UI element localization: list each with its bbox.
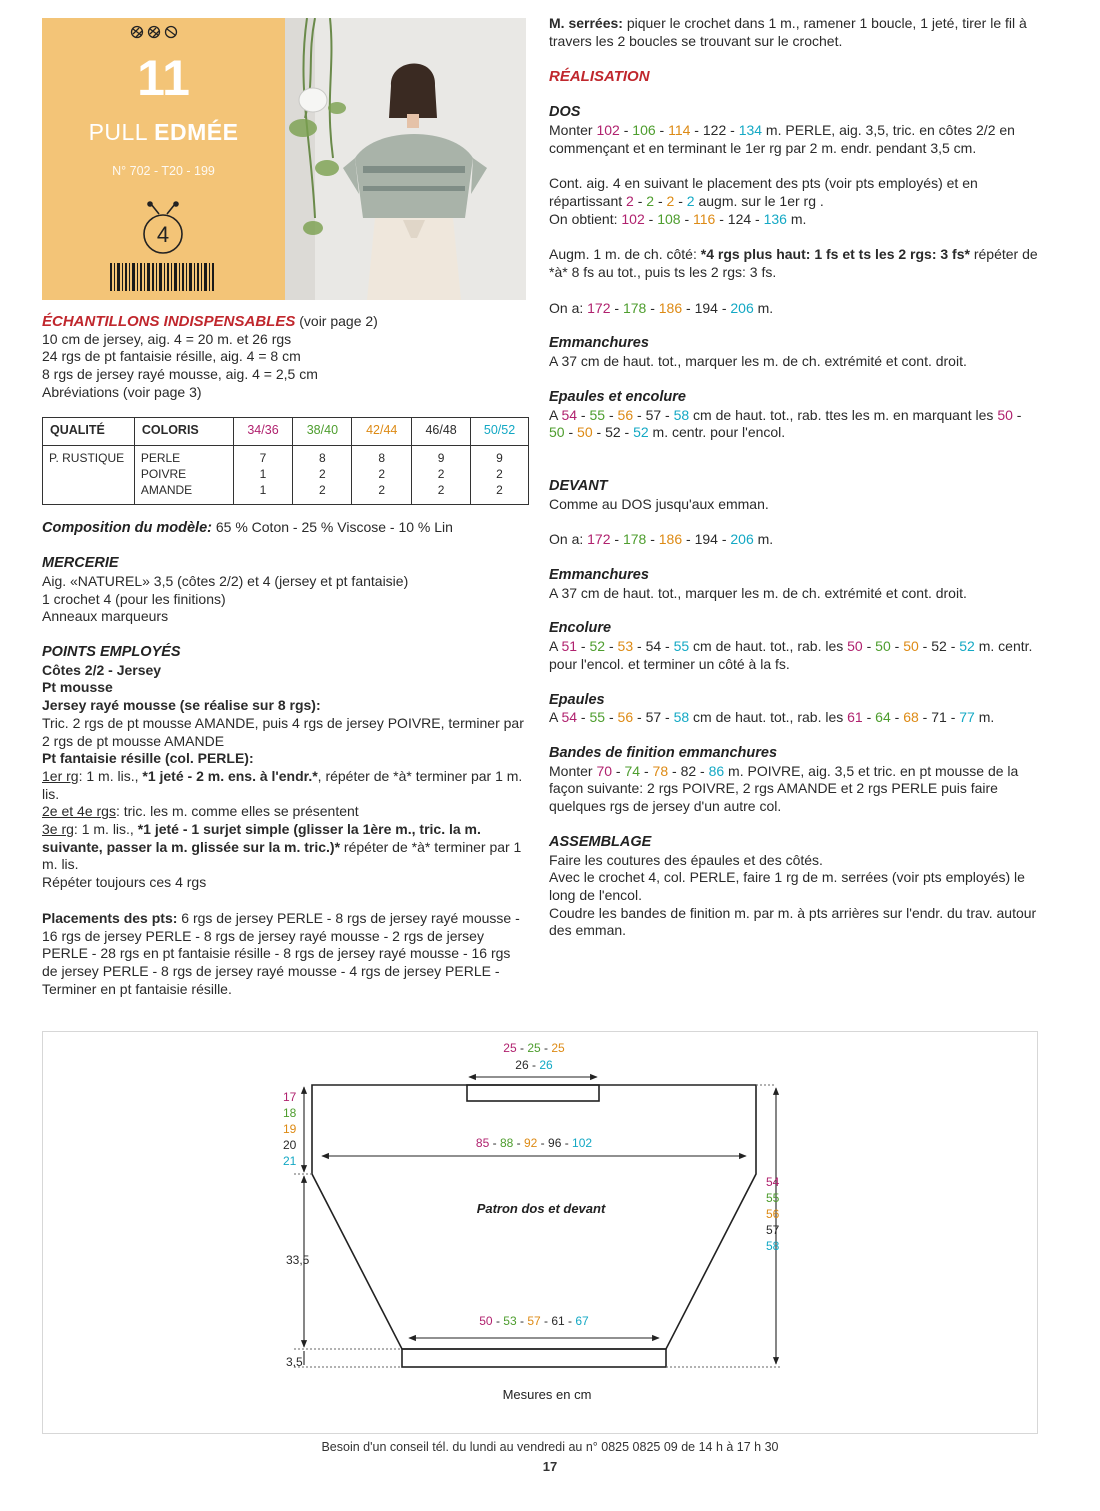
devant-total: On a: 172 - 178 - 186 - 194 - 206 m. — [549, 531, 774, 548]
size-value: 122 — [702, 121, 727, 138]
size-value: 77 — [959, 709, 975, 726]
row-text: répéter de *à* terminer par 1 m. lis. — [42, 838, 522, 873]
left-height-labels — [283, 1090, 297, 1168]
size-value: 206 — [730, 531, 754, 548]
size-value: 2 — [686, 192, 695, 209]
mercerie-line: Anneaux marqueurs — [42, 608, 169, 625]
size-value: 56 — [617, 406, 634, 423]
table-value: 2 — [496, 466, 503, 481]
svg-text:55: 55 — [766, 1191, 780, 1205]
placements-label: Placements des pts: — [42, 909, 178, 926]
size-value: 2 — [626, 192, 634, 209]
pattern-title-prefix: PULL — [88, 119, 155, 145]
pattern-label: Patron dos et devant — [476, 1201, 606, 1216]
row-text: : 1 m. lis., — [73, 821, 138, 838]
samples-heading-note: (voir page 2) — [295, 313, 378, 329]
size-value: 102 — [596, 121, 620, 138]
stitch-raye-text: Tric. 2 rgs de pt mousse AMANDE, puis 4 rgs de jersey POIVRE, terminer par 2 rgs de pt mousse AMANDE — [42, 714, 524, 749]
size-value: 64 — [875, 709, 891, 726]
samples-line: 10 cm de jersey, aig. 4 = 20 m. et 26 rgs — [42, 330, 292, 347]
dos-cast-on: Monter 102 - 106 - 114 - 122 - 134 m. PERLE, aig. 3,5, tric. en côtes 2/2 en commençant et en terminant le 1er rg par 2 m. endr. pendant 3,5 cm. — [549, 121, 1015, 156]
text: m. — [786, 210, 807, 227]
size-value: 58 — [673, 709, 690, 726]
table-cell-quality: P. RUSTIQUE — [43, 445, 135, 504]
assembly-line: Faire les coutures des épaules et des côtés. — [549, 851, 823, 868]
text: Monter — [549, 762, 597, 779]
size-value: 106 — [632, 121, 656, 138]
size-value: 50 — [847, 638, 863, 655]
svg-text:58: 58 — [766, 1239, 780, 1253]
size-value: 52 — [605, 424, 621, 441]
size-value: 134 — [738, 121, 763, 138]
crochet-label: M. serrées: — [549, 15, 623, 31]
size-value: 52 — [589, 638, 606, 655]
size-value: 55 — [589, 406, 606, 423]
dos-shoulders-text: A 54 - 55 - 56 - 57 - 58 cm de haut. tot., rab. ttes les m. en marquant les 50 - 50 - 50 - 52 - 52 m. centr. pour l'encol. — [549, 406, 1022, 441]
size-value: 61 — [847, 709, 863, 726]
size-value: 50 — [875, 638, 891, 655]
devant-heading: DEVANT — [549, 477, 608, 494]
size-value: 51 — [561, 638, 578, 655]
size-value: 172 — [587, 531, 611, 548]
text: Cont. aig. 4 en suivant le placement des pts (voir pts employés) et en répartissant — [549, 175, 978, 209]
text: augm. sur le 1er rg . — [694, 192, 824, 209]
table-header-colors: COLORIS — [134, 417, 233, 445]
table-header-size: 50/52 — [471, 417, 529, 445]
size-value: 71 — [931, 709, 947, 726]
text: cm de haut. tot., rab. les — [689, 638, 848, 655]
size-value: 136 — [763, 210, 787, 227]
size-value: 82 — [680, 762, 697, 779]
dos-total: On a: 172 - 178 - 186 - 194 - 206 m. — [549, 299, 774, 316]
size-value: 194 — [694, 531, 718, 548]
text: répéter de *à* 8 fs au tot., puis ts les 2 rgs: 3 fs. — [549, 246, 1038, 281]
bands-text: Monter 70 - 74 - 78 - 82 - 86 m. POIVRE, aig. 3,5 et tric. en pt mousse de la façon suivante: 2 rgs POIVRE, 2 rgs AMANDE et 2 rgs PERLE puis faire quelques rgs de jersey d'un autre col. — [549, 762, 1019, 815]
color-name: PERLE — [140, 450, 181, 465]
top-width-label: 85 - 88 - 92 - 96 - 102 — [475, 1136, 593, 1150]
samples-line: 24 rgs de pt fantaisie résille, aig. 4 = 8 cm — [42, 348, 301, 365]
size-value: 2 — [646, 192, 655, 209]
pattern-number: 11 — [137, 50, 190, 106]
bands-heading: Bandes de finition emmanchures — [549, 744, 778, 761]
neck-width-label: 25 - 25 - 25 — [503, 1041, 565, 1055]
row-text-bold: *1 jeté - 2 m. ens. à l'endr.* — [142, 767, 318, 784]
samples-line: Abréviations (voir page 3) — [42, 383, 202, 400]
text: m. — [753, 531, 774, 548]
devant-neck-text: A 51 - 52 - 53 - 54 - 55 cm de haut. tot., rab. les 50 - 50 - 50 - 52 - 52 m. centr. pour l'encol. et terminer un côté à la fs. — [549, 638, 1033, 672]
row-label: 1er rg — [42, 767, 79, 784]
text: On obtient: — [549, 210, 622, 227]
table-value: 2 — [437, 482, 445, 497]
realisation-heading: RÉALISATION — [549, 68, 650, 86]
size-value: 78 — [652, 762, 669, 779]
devant-intro: Comme au DOS jusqu'aux emman. — [549, 495, 769, 512]
neck-width-label-2: 26 - 26 — [515, 1058, 553, 1072]
assembly-heading: ASSEMBLAGE — [549, 833, 652, 850]
devant-shoulders-heading: Epaules — [549, 691, 605, 708]
size-value: 56 — [617, 709, 634, 726]
size-value: 172 — [587, 299, 611, 316]
row-label: 2e et 4e rgs — [42, 803, 116, 820]
stitch-resille-title: Pt fantaisie résille (col. PERLE): — [42, 750, 254, 767]
text: cm de haut. tot., rab. les — [689, 709, 848, 726]
repeat-line: Répéter toujours ces 4 rgs — [42, 874, 207, 891]
mercerie-heading: MERCERIE — [42, 555, 119, 572]
svg-text:19: 19 — [283, 1122, 297, 1136]
table-value: 2 — [378, 466, 386, 481]
row-label: 3e rg — [42, 821, 74, 838]
size-value: 57 — [645, 709, 662, 726]
stitch-mousse: Pt mousse — [42, 679, 113, 696]
size-value: 52 — [931, 638, 947, 655]
table-value: 2 — [319, 482, 326, 497]
svg-text:21: 21 — [283, 1154, 297, 1168]
size-value: 68 — [903, 709, 919, 726]
text: On a: — [549, 299, 588, 316]
row-text-bold: *1 jeté - 1 surjet simple (glisser la 1ère m., tric. la m. suivante, passer la m. glissée sur la m. tric.)* — [42, 821, 481, 855]
table-header-size: 38/40 — [293, 417, 352, 445]
size-value: 70 — [596, 762, 613, 779]
points-heading: POINTS EMPLOYÉS — [42, 644, 181, 661]
size-value: 54 — [561, 709, 578, 726]
text-bold: *4 rgs plus haut: 1 fs et ts les 2 rgs: 3 fs* — [700, 246, 970, 263]
size-value: 86 — [708, 762, 725, 779]
size-value: 50 — [997, 406, 1013, 423]
size-value: 53 — [617, 638, 634, 655]
table-value: 7 — [259, 450, 267, 465]
size-value: 52 — [959, 638, 975, 655]
table-value: 2 — [496, 482, 503, 497]
table-value: 2 — [319, 466, 326, 481]
size-value: 186 — [658, 299, 683, 316]
row-text: , répéter de *à* terminer par 1 m. lis. — [42, 767, 523, 802]
units-label: Mesures en cm — [502, 1387, 592, 1402]
text: m. centr. pour l'encol. et terminer un côté à la fs. — [549, 638, 1033, 672]
svg-text:20: 20 — [283, 1138, 297, 1152]
pattern-title-bold: EDMÉE — [154, 119, 239, 145]
color-name: POIVRE — [140, 466, 187, 481]
devant-neck-heading: Encolure — [549, 620, 612, 637]
composition-label: Composition du modèle: — [42, 519, 212, 536]
mercerie-line: 1 crochet 4 (pour les finitions) — [42, 590, 226, 607]
table-value: 2 — [378, 482, 386, 497]
size-value: 186 — [658, 531, 683, 548]
mercerie-line: Aig. «NATUREL» 3,5 (côtes 2/2) et 4 (jersey et pt fantaisie) — [42, 572, 409, 589]
composition-value: 65 % Coton - 25 % Viscose - 10 % Lin — [211, 518, 453, 535]
text: On a: — [549, 531, 588, 548]
size-value: 194 — [694, 299, 718, 316]
stitch-cotes: Côtes 2/2 - Jersey — [42, 661, 162, 678]
size-value: 50 — [577, 424, 593, 441]
help-line: Besoin d'un conseil tél. du lundi au vendredi au n° 0825 0825 09 de 14 h à 17 h 30 — [321, 1440, 779, 1454]
assembly-line: Coudre les bandes de finition m. par m. à pts arrières sur l'endr. du trav. autour des emman. — [549, 904, 1037, 939]
size-value: 2 — [666, 192, 675, 209]
side-height-label: 33,5 — [286, 1253, 310, 1267]
samples-heading: ÉCHANTILLONS INDISPENSABLES — [42, 313, 296, 330]
pattern-reference: N° 702 - T20 - 199 — [112, 164, 215, 178]
size-value: 55 — [589, 709, 606, 726]
table-value: 9 — [437, 450, 445, 465]
placements-text: 6 rgs de jersey PERLE - 8 rgs de jersey rayé mousse - 16 rgs de jersey PERLE - 8 rgs de jersey rayé mousse - 2 rgs de jersey PERLE - 28 rgs en pt fantaisie résille - 8 rgs de jersey rayé mousse - 16 rgs de jersey PERLE - 8 rgs de jersey rayé mousse - 4 rgs de jersey PERLE - Terminer en pt fantaisie résille. — [42, 909, 520, 997]
size-value: 178 — [622, 531, 647, 548]
size-value: 52 — [633, 424, 649, 441]
table-header-size: 42/44 — [352, 417, 412, 445]
dos-heading: DOS — [549, 104, 581, 121]
size-value: 178 — [622, 299, 647, 316]
svg-text:56: 56 — [766, 1207, 780, 1221]
table-header-size: 34/36 — [233, 417, 293, 445]
size-value: 116 — [693, 210, 716, 227]
size-value: 74 — [624, 762, 641, 779]
table-value: 2 — [437, 466, 445, 481]
dos-emman-text: A 37 cm de haut. tot., marquer les m. de ch. extrémité et cont. droit. — [549, 353, 967, 370]
table-header-size: 46/48 — [412, 417, 471, 445]
crochet-text: piquer le crochet dans 1 m., ramener 1 boucle, 1 jeté, tirer le fil à travers les 2 boucles se trouvant sur le crochet. — [549, 15, 1027, 49]
table-header-quality: QUALITÉ — [43, 417, 135, 445]
size-value: 124 — [727, 210, 752, 227]
page-number: 17 — [542, 1459, 558, 1474]
row-text: : 1 m. lis., — [78, 767, 143, 784]
size-value: 108 — [657, 210, 681, 227]
size-value: 50 — [903, 638, 919, 655]
table-value: 9 — [496, 450, 503, 465]
size-value: 57 — [645, 406, 662, 423]
text: cm de haut. tot., rab. ttes les m. en marquant les — [689, 406, 998, 423]
table-value: 8 — [319, 450, 326, 465]
text: Augm. 1 m. de ch. côté: — [549, 246, 701, 263]
dos-shoulders-heading: Epaules et encolure — [549, 388, 686, 405]
text: m. centr. pour l'encol. — [648, 424, 786, 441]
stitch-raye-title: Jersey rayé mousse (se réalise sur 8 rgs): — [42, 697, 321, 714]
dos-continue: Cont. aig. 4 en suivant le placement des pts (voir pts employés) et en répartissant 2 - 2 - 2 - 2 augm. sur le 1er rg . On obtient: 102 - 108 - 116 - 124 - 136 m. — [549, 175, 978, 227]
samples-line: 8 rgs de jersey rayé mousse, aig. 4 = 2,5 cm — [42, 366, 318, 383]
text: A — [549, 709, 562, 726]
devant-emman-heading: Emmanchures — [549, 567, 649, 584]
row-text: : tric. les m. comme elles se présentent — [115, 803, 359, 820]
svg-text:18: 18 — [283, 1106, 297, 1120]
table-value: 1 — [259, 466, 267, 481]
text: m. PERLE, aig. 3,5, tric. en côtes 2/2 en commençant et en terminant le 1er rg par 2 m. endr. pendant 3,5 cm. — [549, 121, 1015, 156]
devant-shoulders-text: A 54 - 55 - 56 - 57 - 58 cm de haut. tot., rab. les 61 - 64 - 68 - 71 - 77 m. — [549, 709, 995, 726]
text: m. — [974, 709, 995, 726]
size-value: 55 — [673, 638, 690, 655]
text: m. POIVRE, aig. 3,5 et tric. en pt mousse de la façon suivante: 2 rgs POIVRE, 2 rgs AMANDE et 2 rgs PERLE puis faire quelques rgs de jersey d'un autre col. — [549, 762, 1019, 815]
right-height-labels — [766, 1175, 780, 1253]
needle-size: 4 — [156, 222, 170, 247]
svg-text:57: 57 — [766, 1223, 780, 1237]
size-value: 114 — [668, 121, 691, 138]
bottom-width-label: 50 - 53 - 57 - 61 - 67 — [479, 1314, 589, 1328]
text: A — [549, 406, 562, 423]
table-value: 8 — [378, 450, 386, 465]
band-height-label: 3,5 — [286, 1355, 303, 1369]
color-name: AMANDE — [140, 482, 193, 497]
dos-emman-heading: Emmanchures — [549, 335, 649, 352]
size-value: 206 — [730, 299, 754, 316]
svg-text:54: 54 — [766, 1175, 780, 1189]
table-value: 1 — [259, 482, 267, 497]
text: Monter — [549, 121, 597, 138]
text: A — [549, 638, 562, 655]
svg-text:17: 17 — [283, 1090, 297, 1104]
text: m. — [753, 299, 774, 316]
size-value: 54 — [561, 406, 578, 423]
size-value: 58 — [673, 406, 690, 423]
size-value: 102 — [621, 210, 645, 227]
devant-emman-text: A 37 cm de haut. tot., marquer les m. de ch. extrémité et cont. droit. — [549, 584, 967, 601]
size-value: 50 — [549, 424, 565, 441]
size-value: 54 — [645, 638, 662, 655]
assembly-line: Avec le crochet 4, col. PERLE, faire 1 rg de m. serrées (voir pts employés) le long de l'encol. — [549, 869, 1025, 903]
